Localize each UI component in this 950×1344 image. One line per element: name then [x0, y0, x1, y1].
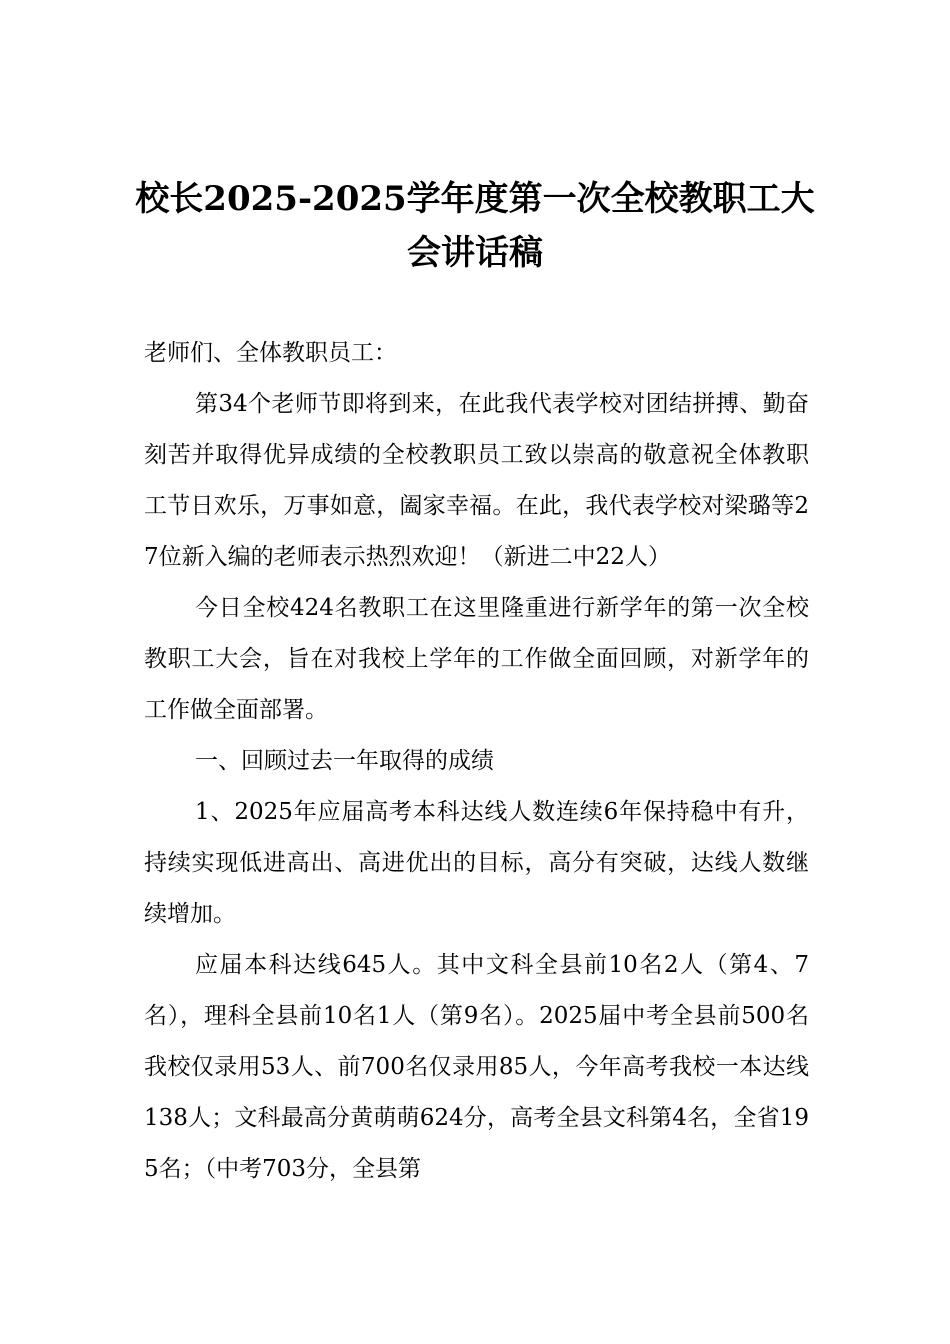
- paragraph-teachers-day: 第34个老师节即将到来，在此我代表学校对团结拼搏、勤奋刻苦并取得优异成绩的全校教职员工致以崇高的敬意祝全体教职工节日欢乐，万事如意，阖家幸福。在此，我代表学校对梁璐等27位新入编的老师表示热烈欢迎！（新进二中22人）: [144, 391, 809, 570]
- paragraph-meeting-purpose: 今日全校424名教职工在这里隆重进行新学年的第一次全校教职工大会，旨在对我校上学年的工作做全面回顾，对新学年的工作做全面部署。: [144, 595, 809, 723]
- document-body: [144, 328, 809, 1195]
- document-title: [120, 172, 830, 280]
- section-heading-review: 一、回顾过去一年取得的成绩: [195, 748, 494, 774]
- salutation: 老师们、全体教职员工：: [144, 340, 397, 366]
- paragraph-admission-details: 应届本科达线645人。其中文科全县前10名2人（第4、7名），理科全县前10名1人（第9名）。2025届中考全县前500名我校仅录用53人、前700名仅录用85人，今年高考我校一本达线138人；文科最高分黄萌萌624分，高考全县文科第4名，全省195名；（中考703分，全县第: [144, 952, 809, 1182]
- title-line-2: 会讲话稿: [407, 233, 543, 273]
- title-line-1: 校长2025-2025学年度第一次全校教职工大: [135, 179, 815, 219]
- paragraph-gaokao-results: 1、2025年应届高考本科达线人数连续6年保持稳中有升，持续实现低进高出、高进优出的目标，高分有突破，达线人数继续增加。: [144, 799, 809, 927]
